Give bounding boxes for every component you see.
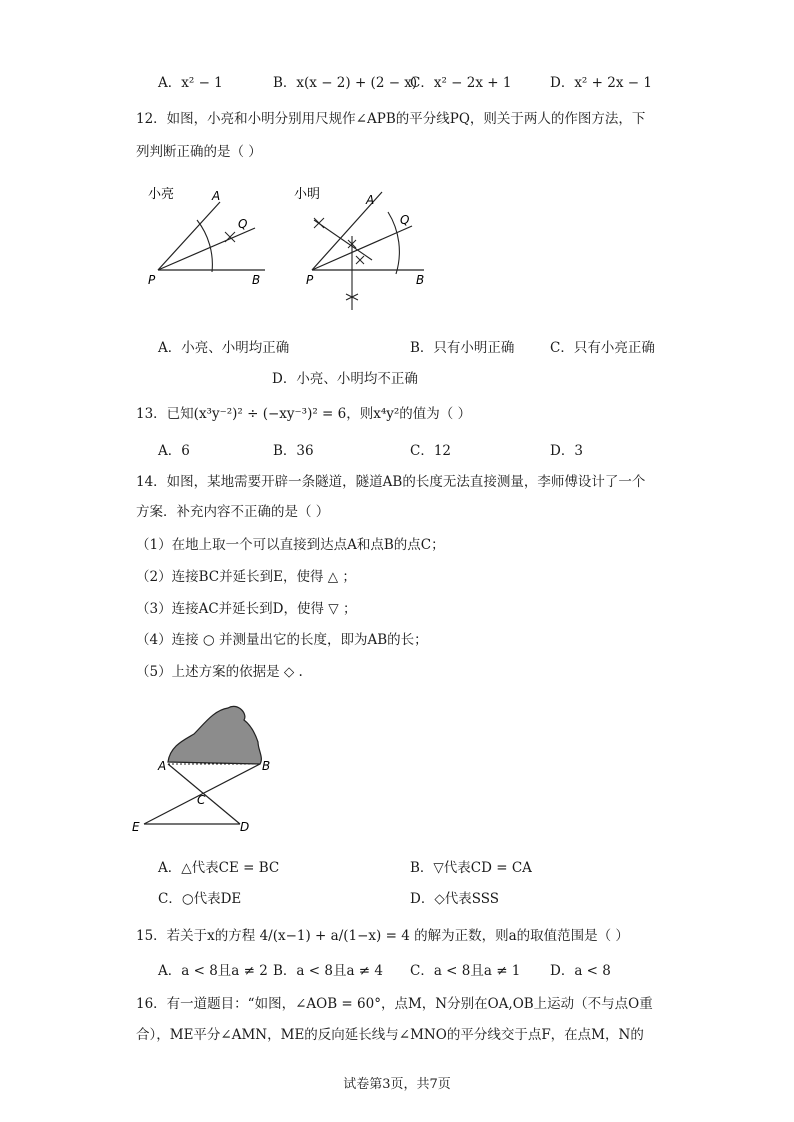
q14-option-c: C．○代表DE — [158, 891, 242, 907]
fig-title-xiaoliang: 小亮 — [148, 187, 175, 202]
q14-step-1: （1）在地上取一个可以直接到达点A和点B的点C； — [136, 537, 445, 553]
q14-option-a: A．△代表CE = BC — [158, 860, 280, 876]
svg-text:D: D — [240, 820, 250, 834]
q14-stem-line1: 14．如图，某地需要开辟一条隧道，隧道AB的长度无法直接测量，李师傅设计了一个 — [136, 474, 646, 490]
svg-text:P: P — [148, 273, 156, 287]
q15-stem: 15．若关于x的方程 4/(x−1) + a/(1−x) = 4 的解为正数，则a的取值范围是（ ） — [136, 928, 629, 944]
q12-stem-line2: 列判断正确的是（ ） — [136, 144, 262, 160]
q14-step-3: （3）连接AC并延长到D，使得 ▽ ； — [136, 601, 357, 617]
svg-text:B: B — [416, 273, 425, 287]
svg-text:B: B — [262, 759, 271, 773]
q11-option-d: D．x² + 2x − 1 — [550, 75, 652, 91]
svg-text:B: B — [252, 273, 261, 287]
q13-stem: 13．已知(x³y⁻²)² ÷ (−xy⁻³)² = 6，则x⁴y²的值为（ ） — [136, 406, 472, 422]
q16-stem-line2: 合），ME平分∠AMN，ME的反向延长线与∠MNO的平分线交于点F，在点M，N的 — [136, 1027, 644, 1043]
svg-text:A: A — [158, 759, 167, 773]
q12-figure-xiaoming — [292, 180, 432, 315]
q15-option-d: D．a < 8 — [550, 963, 611, 979]
q13-option-b: B．36 — [273, 443, 314, 459]
q13-option-d: D．3 — [550, 443, 583, 459]
svg-text:Q: Q — [238, 217, 248, 231]
q14-option-b: B．▽代表CD = CA — [410, 860, 532, 876]
svg-text:E: E — [132, 820, 140, 834]
q14-option-d: D．◇代表SSS — [410, 891, 499, 907]
q12-option-d: D．小亮、小明均不正确 — [272, 371, 418, 387]
svg-text:Q: Q — [400, 213, 410, 227]
q12-figure-xiaoliang — [140, 180, 270, 290]
q12-option-c: C．只有小亮正确 — [550, 340, 655, 356]
q13-option-a: A．6 — [158, 443, 190, 459]
q12-option-a: A．小亮、小明均正确 — [158, 340, 290, 356]
q16-stem-line1: 16．有一道题目：“如图，∠AOB = 60°，点M，N分别在OA,OB上运动（不与点O重 — [136, 996, 653, 1012]
q12-option-b: B．只有小明正确 — [410, 340, 515, 356]
q15-option-c: C．a < 8且a ≠ 1 — [410, 963, 521, 979]
fig-title-xiaoming: 小明 — [294, 187, 321, 202]
q11-option-a: A．x² − 1 — [158, 75, 223, 91]
q11-option-c: C．x² − 2x + 1 — [410, 75, 512, 91]
svg-text:A: A — [366, 193, 375, 207]
q14-step-5: （5）上述方案的依据是 ◇ . — [136, 664, 303, 680]
svg-text:P: P — [306, 273, 314, 287]
q13-option-c: C．12 — [410, 443, 452, 459]
q14-figure-tunnel — [130, 700, 270, 835]
q12-stem-line1: 12．如图，小亮和小明分别用尺规作∠APB的平分线PQ，则关于两人的作图方法，下 — [136, 111, 646, 127]
q11-option-b: B．x(x − 2) + (2 − x) — [273, 75, 418, 91]
q14-step-4: （4）连接 ○ 并测量出它的长度，即为AB的长； — [136, 632, 428, 648]
page-footer: 试卷第3页，共7页 — [343, 1077, 451, 1092]
svg-text:C: C — [197, 793, 206, 807]
q14-stem-line2: 方案．补充内容不正确的是（ ） — [136, 504, 330, 520]
q14-step-2: （2）连接BC并延长到E，使得 △ ； — [136, 569, 356, 585]
q15-option-a: A．a < 8且a ≠ 2 — [158, 963, 268, 979]
svg-text:A: A — [212, 189, 221, 203]
q15-option-b: B．a < 8且a ≠ 4 — [273, 963, 383, 979]
